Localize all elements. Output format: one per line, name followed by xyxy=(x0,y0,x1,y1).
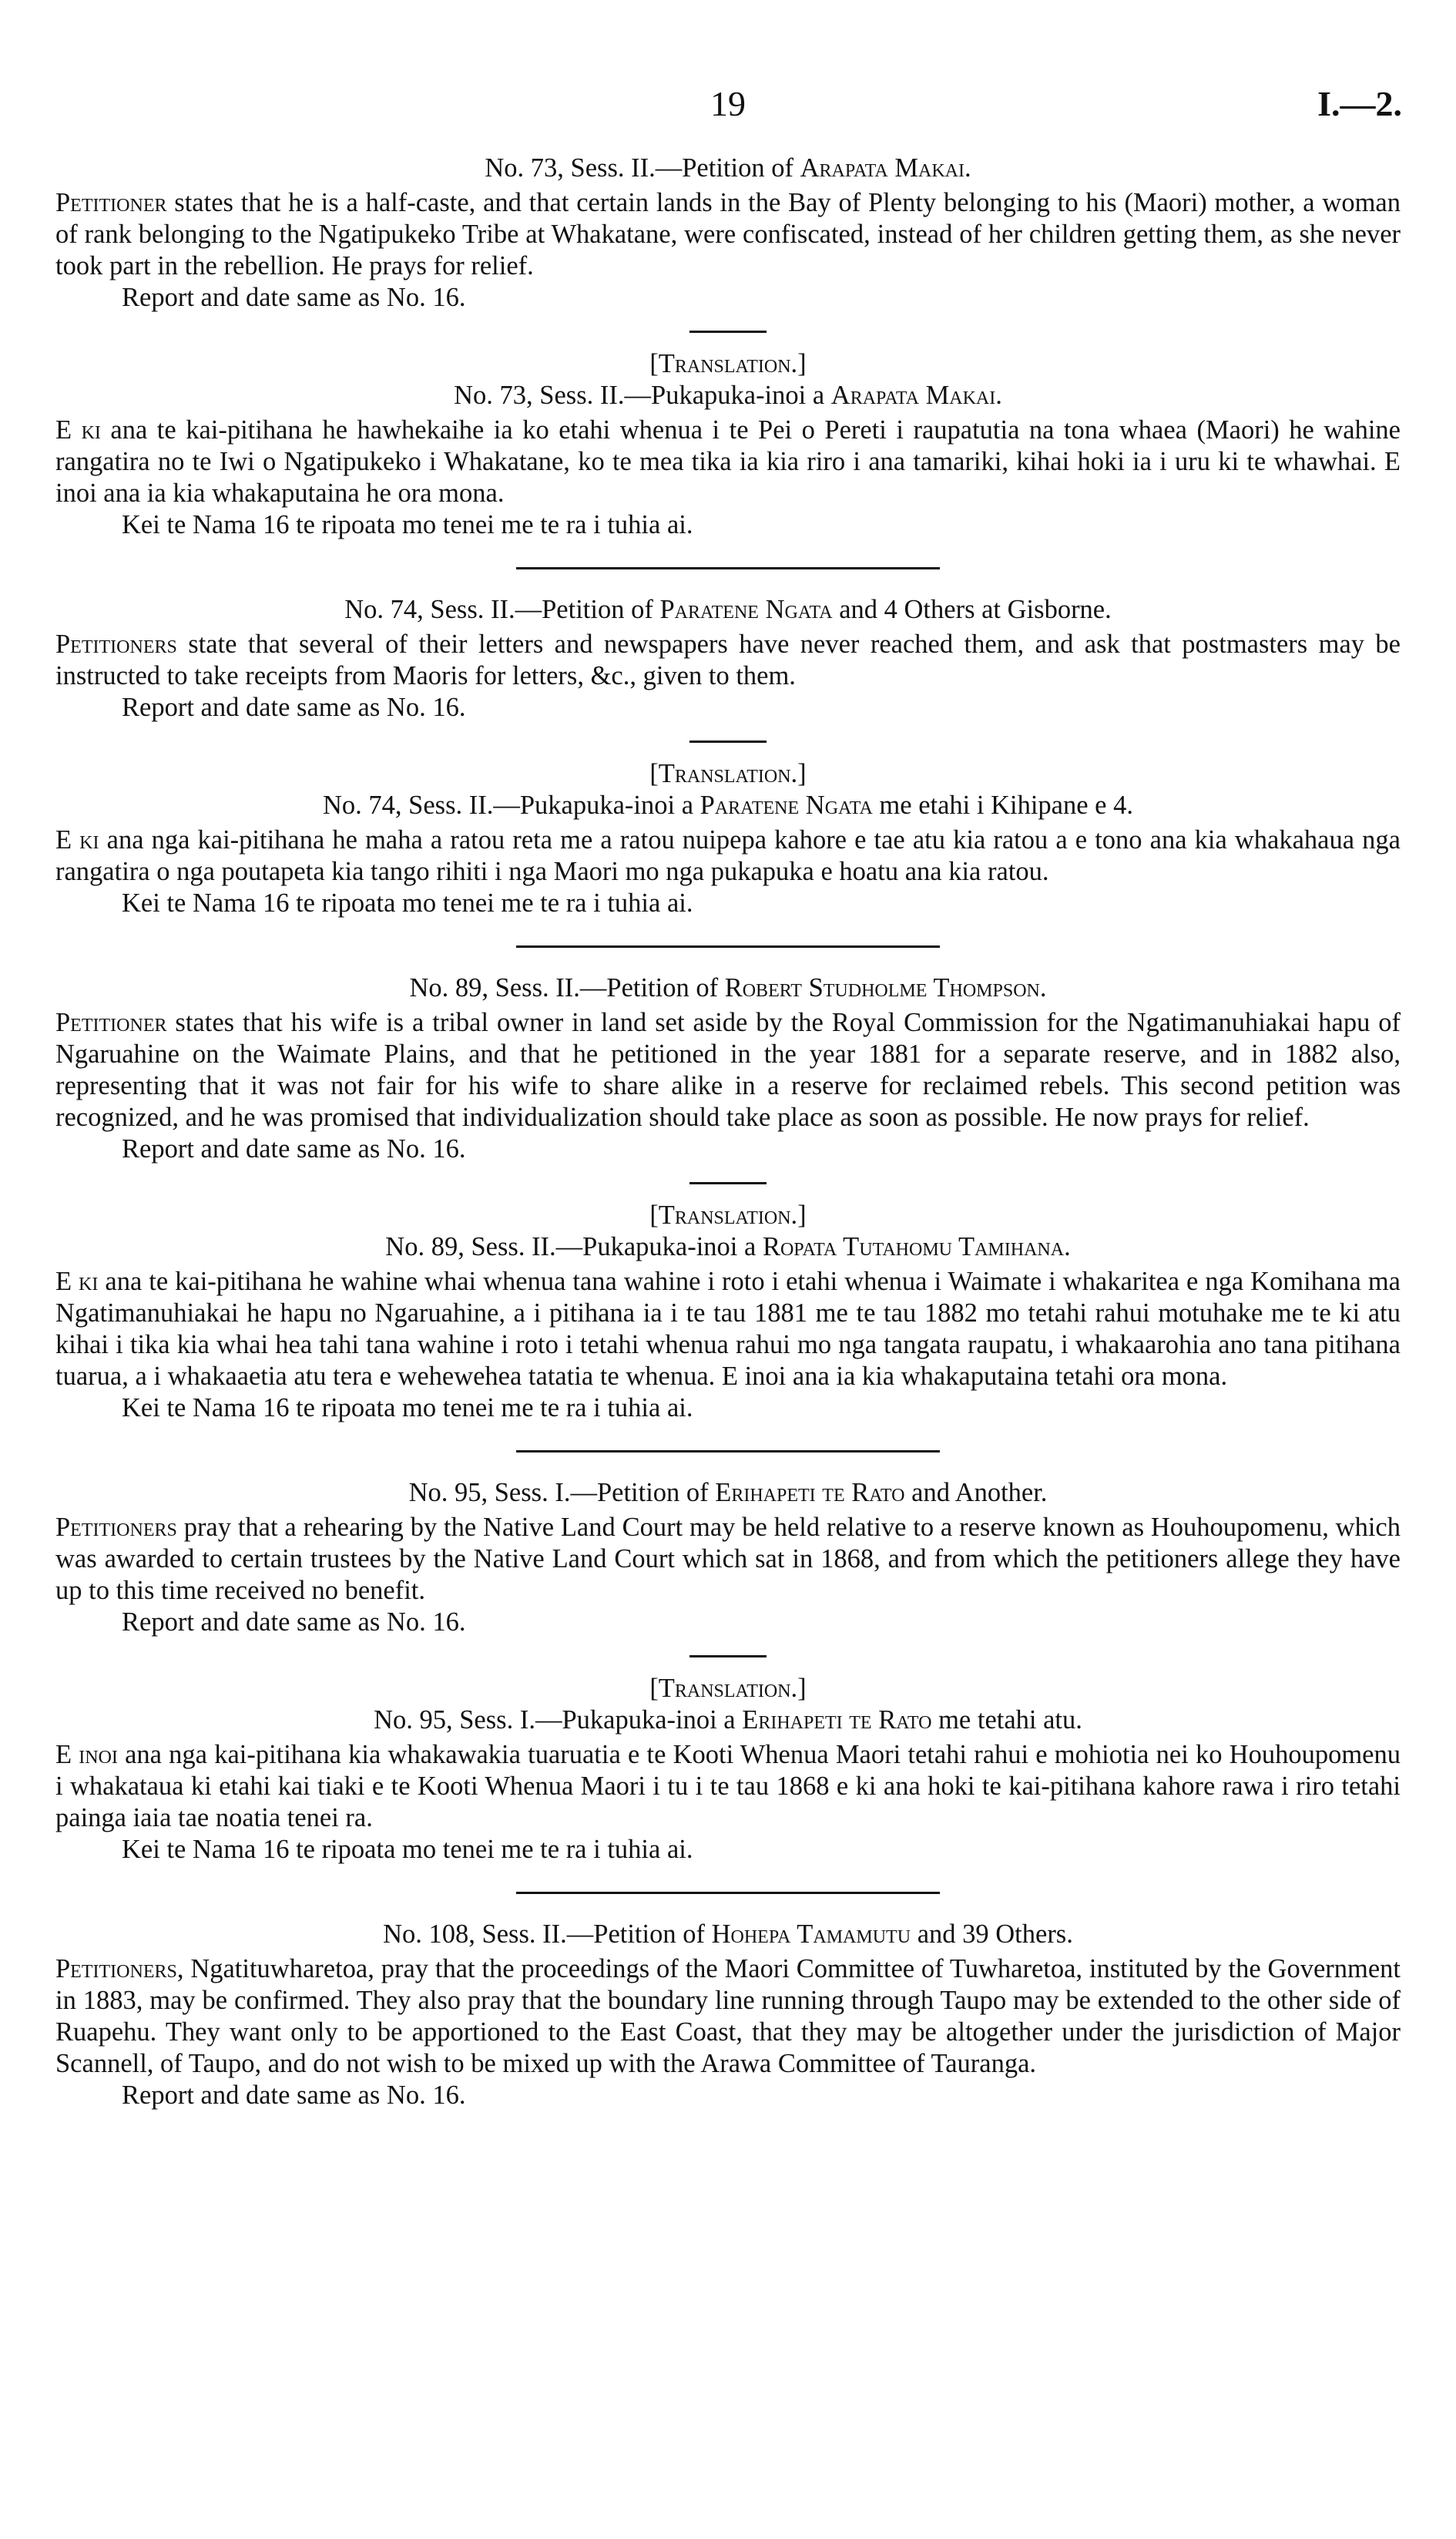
petition-entry xyxy=(55,972,1401,1424)
section-divider xyxy=(516,945,940,948)
translation-report-line: Kei te Nama 16 te ripoata mo tenei me te ra i tuhia ai. xyxy=(122,1835,693,1864)
petition-entry xyxy=(55,1919,1401,2111)
petition-body: Petitioner states that his wife is a tribal owner in land set aside by the Royal Commission for the Ngatimanuhiakai hapu of Ngaruahine on the Waimate Plains, and that he petitioned in the year 1881 for a separate reserve, and in 1882 also, representing that it was not fair for his wife to share alike in a reserve for reclaimed rebels. This second petition was recognized, and he was promised that individualization should take place as soon as possible. He now prays for relief. xyxy=(55,1008,1401,1132)
translation-report-line: Kei te Nama 16 te ripoata mo tenei me te ra i tuhia ai. xyxy=(122,1393,693,1422)
report-line: Report and date same as No. 16. xyxy=(122,1607,466,1637)
translation-report-line: Kei te Nama 16 te ripoata mo tenei me te ra i tuhia ai. xyxy=(122,888,693,918)
petition-entry xyxy=(55,594,1401,919)
translation-label: [Translation.] xyxy=(649,1674,807,1703)
translation-body: E ki ana te kai-pitihana he wahine whai whenua tana wahine i roto i etahi whenua i Waimate i whakaritea e nga Komihana ma Ngatimanuhiakai he hapu no Ngaruahine, a i pitihana ia i te tau 1881 me te tau 1882 mo tetahi rahui motuhake me te ki atu kihai i tika kia whai hea tahi tana wahine i roto i tetahi whenua rahui mo nga tangata raupatu, i whakaarohia ano tana pitihana tuarua, a i whakaaetia atu tera e wehewehea tatatia te whenua. E inoi ana ia kia whakaputaina tetahi ora mona. xyxy=(55,1267,1401,1391)
petition-body: Petitioner states that he is a half-caste, and that certain lands in the Bay of Plenty belonging to his (Maori) mother, a woman of rank belonging to the Ngatipukeko Tribe at Whakatane, were confiscated, instead of her children getting them, as she never took part in the rebellion. He prays for relief. xyxy=(55,188,1401,280)
report-line: Report and date same as No. 16. xyxy=(122,693,466,722)
report-line: Report and date same as No. 16. xyxy=(122,283,466,312)
translation-body: E inoi ana nga kai-pitihana kia whakawakia tuaruatia e te Kooti Whenua Maori tetahi rahui e mohiotia nei ko Houhoupomenu i whakataua ki etahi kai tiaki e te Kooti Whenua Maori i tu i te tau 1868 e ki ana hoki te kai-pitihana kahore rawa i riro tetahi painga iaia tae noatia tenei ra. xyxy=(55,1740,1401,1832)
page-header xyxy=(0,83,1456,129)
translation-heading: No. 74, Sess. II.—Pukapuka-inoi a Paratene Ngata me etahi i Kihipane e 4. xyxy=(323,791,1133,820)
petition-entry xyxy=(55,1477,1401,1866)
petition-entry xyxy=(55,153,1401,541)
petition-heading: No. 95, Sess. I.—Petition of Erihapeti te Rato and Another. xyxy=(408,1478,1048,1507)
translation-heading: No. 73, Sess. II.—Pukapuka-inoi a Arapata Makai. xyxy=(454,381,1002,410)
short-divider xyxy=(689,741,767,743)
translation-report-line: Kei te Nama 16 te ripoata mo tenei me te ra i tuhia ai. xyxy=(122,510,693,539)
section-divider xyxy=(516,1450,940,1453)
section-divider xyxy=(516,567,940,569)
petition-body: Petitioners state that several of their letters and newspapers have never reached them, and ask that postmasters may be instructed to take receipts from Maoris for letters, &c., given to them. xyxy=(55,630,1401,690)
petition-heading: No. 89, Sess. II.—Petition of Robert Studholme Thompson. xyxy=(409,973,1047,1003)
translation-heading: No. 89, Sess. II.—Pukapuka-inoi a Ropata Tutahomu Tamihana. xyxy=(385,1232,1071,1261)
translation-body: E ki ana nga kai-pitihana he maha a ratou reta me a ratou nuipepa kahore e tae atu kia ratou a e tono ana kia whakahaua nga rangatira o nga poutapeta kia tango rihiti i nga Maori mo nga pukapuka e hoatu ana kia ratou. xyxy=(55,825,1401,886)
petition-body: Petitioners pray that a rehearing by the Native Land Court may be held relative to a reserve known as Houhoupomenu, which was awarded to certain trustees by the Native Land Court which sat in 1868, and from which the petitioners allege they have up to this time received no benefit. xyxy=(55,1513,1401,1605)
report-line: Report and date same as No. 16. xyxy=(122,1134,466,1164)
translation-label: [Translation.] xyxy=(649,349,807,378)
translation-label: [Translation.] xyxy=(649,759,807,788)
report-line: Report and date same as No. 16. xyxy=(122,2081,466,2110)
short-divider xyxy=(689,1182,767,1184)
section-divider xyxy=(516,1892,940,1894)
petition-heading: No. 74, Sess. II.—Petition of Paratene Ngata and 4 Others at Gisborne. xyxy=(344,595,1112,624)
document-reference: I.—2. xyxy=(1317,84,1402,123)
petition-heading: No. 108, Sess. II.—Petition of Hohepa Tamamutu and 39 Others. xyxy=(383,1919,1073,1949)
document-body xyxy=(55,153,1401,2111)
short-divider xyxy=(689,1655,767,1657)
translation-label: [Translation.] xyxy=(649,1201,807,1230)
petition-heading: No. 73, Sess. II.—Petition of Arapata Makai. xyxy=(485,153,971,183)
petition-body: Petitioners, Ngatituwharetoa, pray that the proceedings of the Maori Committee of Tuwharetoa, instituted by the Government in 1883, may be confirmed. They also pray that the boundary line running through Taupo may be extended to the other side of Ruapehu. They want only to be apportioned to the East Coast, that they may be altogether under the jurisdiction of Major Scannell, of Taupo, and do not wish to be mixed up with the Arawa Committee of Tauranga. xyxy=(55,1954,1401,2078)
translation-heading: No. 95, Sess. I.—Pukapuka-inoi a Erihapeti te Rato me tetahi atu. xyxy=(374,1705,1082,1735)
short-divider xyxy=(689,331,767,333)
page-number: 19 xyxy=(710,84,746,123)
translation-body: E ki ana te kai-pitihana he hawhekaihe ia ko etahi whenua i te Pei o Pereti i raupatutia na tona whaea (Maori) he wahine rangatira no te Iwi o Ngatipukeko i Whakatane, ko te mea tika ia kia riro i ana tamariki, kihai hoki ia i uru ki te whawhai. E inoi ana ia kia whakaputaina he ora mona. xyxy=(55,415,1401,508)
